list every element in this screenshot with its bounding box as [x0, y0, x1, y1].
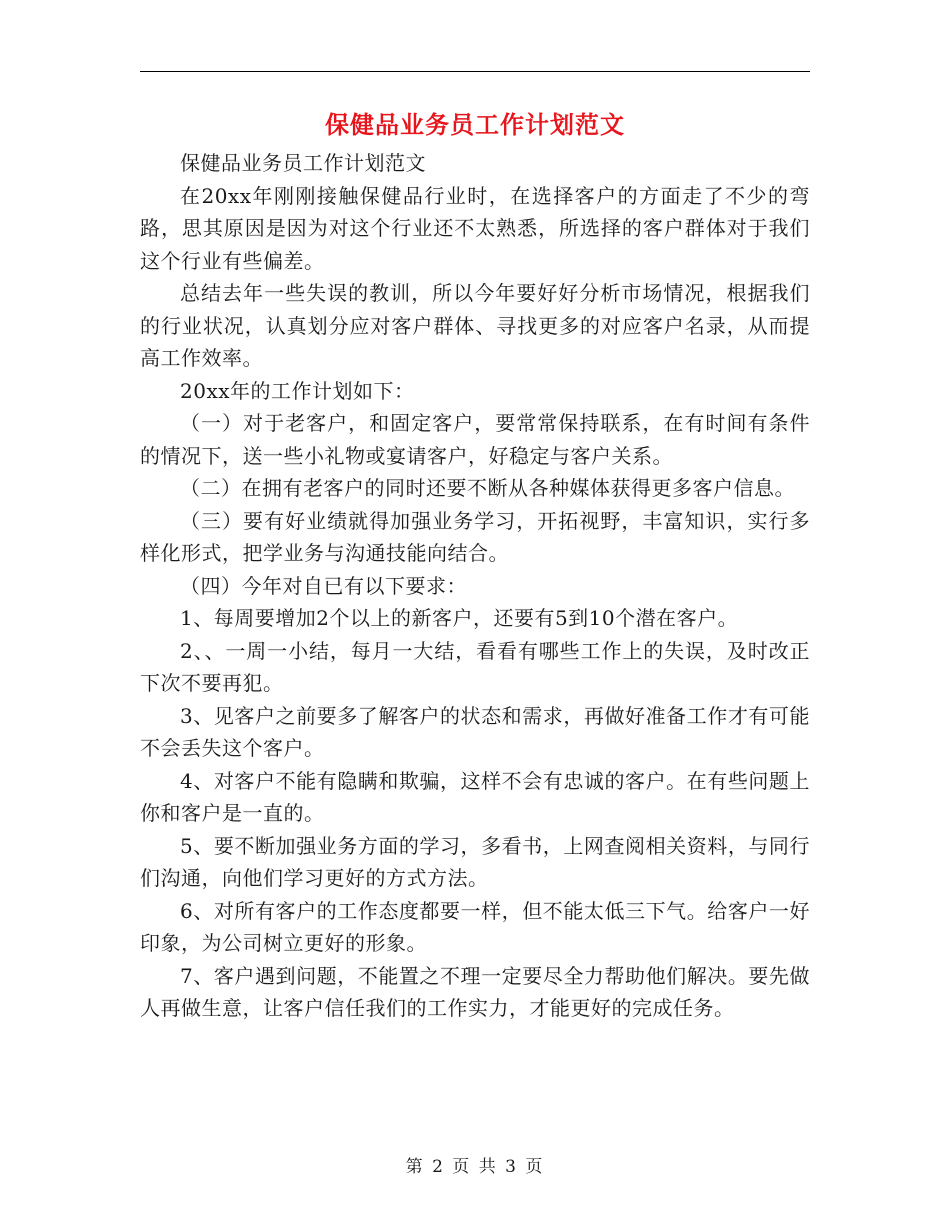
paragraph-plan-item-4: （四）今年对自已有以下要求：	[180, 573, 467, 598]
paragraph-requirement-6: 6、对所有客户的工作态度都要一样，但不能太低三下气。给客户一好印象，为公司树立更好的形象。	[140, 898, 810, 955]
paragraph-subtitle: 保健品业务员工作计划范文	[180, 151, 426, 175]
document-body	[140, 147, 810, 1025]
paragraph-plan-heading: 20xx年的工作计划如下：	[180, 378, 415, 403]
paragraph-plan-item-2: （二）在拥有老客户的同时还要不断从各种媒体获得更多客户信息。	[180, 476, 795, 500]
document-title: 保健品业务员工作计划范文	[325, 110, 625, 139]
paragraph-summary: 总结去年一些失误的教训，所以今年要好好分析市场情况，根据我们的行业状况，认真划分应对客户群体、寻找更多的对应客户名录，从而提高工作效率。	[140, 281, 810, 370]
paragraph-plan-item-3: （三）要有好业绩就得加强业务学习，开拓视野，丰富知识，实行多样化形式，把学业务与沟通技能向结合。	[140, 508, 810, 565]
paragraph-plan-item-1: （一）对于老客户，和固定客户，要常常保持联系，在有时间有条件的情况下，送一些小礼物或宴请客户，好稳定与客户关系。	[140, 411, 810, 468]
paragraph-intro: 在20xx年刚刚接触保健品行业时，在选择客户的方面走了不少的弯路，思其原因是因为对这个行业还不太熟悉，所选择的客户群体对于我们这个行业有些偏差。	[140, 183, 810, 273]
paragraph-requirement-4: 4、对客户不能有隐瞒和欺骗，这样不会有忠诚的客户。在有些问题上你和客户是一直的。	[140, 768, 810, 825]
paragraph-requirement-5: 5、要不断加强业务方面的学习，多看书，上网查阅相关资料，与同行们沟通，向他们学习更好的方式方法。	[140, 833, 810, 890]
paragraph-requirement-3: 3、见客户之前要多了解客户的状态和需求，再做好准备工作才有可能不会丢失这个客户。	[140, 703, 810, 760]
paragraph-requirement-2: 2、、一周一小结，每月一大结，看看有哪些工作上的失误，及时改正下次不要再犯。	[140, 638, 810, 695]
header-rule	[140, 71, 810, 72]
paragraph-requirement-1: 1、每周要增加2个以上的新客户，还要有5到10个潜在客户。	[180, 606, 739, 630]
paragraph-requirement-7: 7、客户遇到问题，不能置之不理一定要尽全力帮助他们解决。要先做人再做生意，让客户信任我们的工作实力，才能更好的完成任务。	[140, 963, 810, 1020]
page-number-footer: 第 2 页 共 3 页	[405, 1157, 545, 1177]
